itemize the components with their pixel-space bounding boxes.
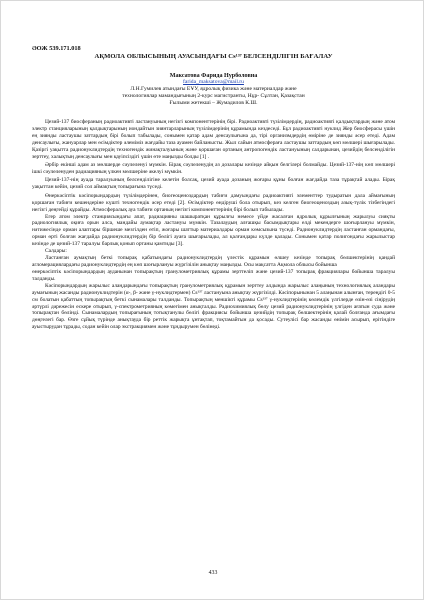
paragraph-methodology: Кәсіпорындардың жарылыс алаңдарындағы топырақтың гранулометриялық құрамын зерттеу алдында жарылыс алаңының технологиялық аландары аумағының жасанды радионуклидтерін (α-, β- және γ-нуклидтермен) Cs¹³⁷ ластануына анықтау жүргізілді. Кәсіпорынынан 5 алаңынан алынған, тереңдігі 0-5 см болатын қабаттың топырақтың беткі сынамалары талданды. Топырақтың меншікті құрамы Cs¹³⁷ γ-нуклидтерінің көлемдік үлгілерде өзін-өзі сіңірудің әртүрлі дәрежесін ескере отырып, γ-спектрометрияның көмегімен анықталды. Радиохимиялық бөлу цезий радионуклидтерінің үлгіден ағатын суда және топырақтан бөлінді. Сынамалардың топырағының тотықтанулы бөлігі фракциясы бойынша цезийдің топырақ бөлшектерінің қалай болғанда ағымдағы дөңгелегі бар. Өзге сұйық түрінде анықтауда бір реттік жарықта ұнтақтап, тоқтамайтын да қосады. Сутеулісі бар жасанды өнімін асырып, ерітіндіге ауыстырудан тұрады, содан кейін олар экстракциямен және тұндырумен бөлінеді. xyxy=(32,282,395,331)
scientific-supervisor: Ғылыми жетекші – Жумадилов К.Ш. xyxy=(169,100,258,107)
paragraph-accident-sources: Егер атом электр станциясындағы апат, радиацияны шашыратқан құрылғы немесе үйде жасалған ядролық құрылғының жарылуы сияқты радиологиялық оқиға орын алса, мандайы аумақтар ластануы мүмкін. Тазалаудың алғашқы басымдықтары елді мекендерге шоғырлануы мүмкін, нәтижесінде орман алаптары біршеше мезгілден өтіп, жоғары шаттыр материалдары орман көмсызына түседі. Радионуклидтердің ластанған ормандағы, орман өрті болған жағдайда радионуклидтердің бір бөлігі ауаға шығарылады, ал қалғандары күлде қалады. Сонымен қатар полигондағы жарылыстар кезінде де цезий-137 таралуы барлық қонып ортаны қамтиды [3]. xyxy=(32,213,395,248)
paragraph-soil-measurement: Ластанған аумақтың беткі топырақ қабатындағы радионуклидтердің үлестік құрамын өлшеу кезінде топырақ бөлшектерінің қандай агломерациялардағы радионуклидтердің ең көп шоғырлануы жүргізілін анықтау маңызды. Осы мақсатта Ақмола облысы бойынша xyxy=(32,255,395,268)
author-block xyxy=(32,73,395,108)
author-affiliation-line-2: технологиялар мамандығының 2-курс магистранты, Нұр- Сұлтан, Қазақстан xyxy=(122,93,305,100)
page-content xyxy=(32,45,395,331)
udk-code: ӘОЖ 539.171.018 xyxy=(32,45,81,52)
author-affiliation-line-1: Л.Н.Гумилев атындағы ЕҰУ, ядролық физика және материалдар және xyxy=(130,86,297,93)
page-number: 433 xyxy=(208,570,218,576)
author-name: Максатова Фарида Нурболовна xyxy=(169,72,258,79)
paragraph-intro: Цезий-137 биосфераның радиоактивті ластануының негізгі компоненттерінің бірі. Радиоактивті түзілімдердің, радиоактивті қалдықтардың және атом электр станцияларының қалдықтарының иондайтын зиянтарларының түзілімдерінің құрамында кездеседі. Бұл радиоактивті нуклид Жер биосферасы үшін ең зиянды ластаушы заттардың бірі болып табылады, сонымен қатар адам денсаулығына да, тірі организмдердің өміріне де зиянды әсер етеді. Адам денсаулығы, жануарлар мен өсімдіктер әлеміміз жағдайы таза ауамен байланысты. Жыл сайын атмосфераға ластаушы заттардың көп мөлшері шығарылады. Қазіргі уақытта радионуклидтердің техногендік жинақталуының және қоршаған ортаның антропогендік ластануының салдарынан, цезийдің белсенділігін зерттеу, халықтың денсаулығы мен қауіпсіздігі үшін өте маңызды болды [1] . xyxy=(32,119,395,160)
paragraph-soil-study: өнеркәсіптік кәсіпорындардың ауданынан топырақтың гранулометриялық құрамы зерттеліп және цезий-137 топырақ фракциялары бойынша таралуы талданды. xyxy=(32,268,395,282)
title-spacer xyxy=(32,61,395,73)
paragraph-air-distribution: Цезий-137-нің ауада таралуының белсенділігіне келетін болсақ, цезий ауада дозаның жоғары құны болған жағдайда таза тұрақтай алады. Бірақ уақыттан кейін, цезий сол аймақтың топырағына түседі. xyxy=(32,177,395,191)
body-text xyxy=(32,119,395,331)
paragraph-industrial-impact: Өнеркәсіптік кәсіпорындардың түзілімдерінен, биогеоценоздардың табиғи дамуындағы радиоактивті элементтер тудыратын дала аймағының қоршаған табиғи кешендеріне күшті техногендік әсер етеді [2]. Өсімдіктер өндіруші бола отырып, кез келген биогеоценоздың азық-түлік тізбегіндегі негізгі деңгейді құрайды. Атмосфералық ауа табиғи ортаның негізгі компоненттерінің бірі болып табылады. xyxy=(32,192,395,213)
paragraph-consequences-heading: Салдары: xyxy=(45,248,67,255)
paper-title: АҚМОЛА ОБЛЫСЫНЫҢ АУАСЫНДАҒЫ Cs¹³⁷ БЕЛСЕНДІЛІГІН БАҒАЛАУ xyxy=(94,52,333,60)
author-email-link[interactable]: farida_maksatova@mail.ru xyxy=(183,79,244,86)
paragraph-exposure: Әрбір екінші адам аз мөлшерде сәулеленуі мүмкін. Бірақ сәулеленудің аз дозалары кезінде айқын белгілері болмайды. Цезий-137-нің көп мөлшері ішкі сәулеленуден радиацияның үлкен мөлшеріне әкелуі мүмкін. xyxy=(32,162,395,175)
